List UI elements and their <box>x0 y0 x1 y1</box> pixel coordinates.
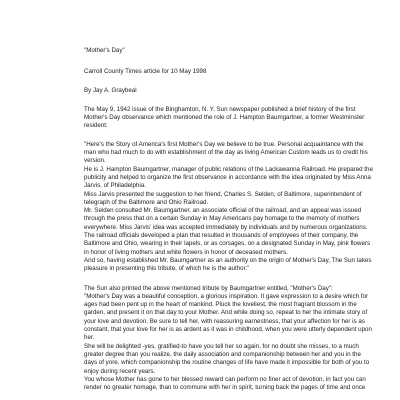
document-subtitle: Carroll County Times article for 10 May 1998 <box>84 68 207 76</box>
first-quote <box>84 141 374 274</box>
quote-paragraph: Miss Jarvis presented the suggestion to her friend, Charles S. Selden, of Baltimore, superintendent of telegraph of the Baltimore and Ohio Railroad. <box>84 190 362 206</box>
tribute-intro: The Sun also printed the above mentioned tribute by Baumgartner entitled, "Mother's Day": <box>84 284 333 292</box>
quote-paragraph: You whose Mother has gone to her blessed reward can perform no finer act of devotion, in fact you can render no greater homage, than to commune with her in spirit, turning back the pages of time and once <box>84 375 366 392</box>
quote-paragraph: She will be delighted -yes, gratified-to have you tell her so again, for no doubt she misses, to a much greater degree than you realize, the daily association and companionship between her and you in the days of yore, which companionship the routine changes of life have made it impossible for both of you to enjoy during recent years. <box>84 342 370 375</box>
document-byline: By Jay A. Graybeal <box>84 86 137 94</box>
quote-paragraph: "Mother's Day was a beautiful conception, a glorious inspiration. It gave expression to a desire which for ages had been pent up in the heart of mankind. Pluck the loveliest, the most fragrant blossom in the garden, and present it on that day to your Mother. And while doing so, repeat to her the intimate story of your love and devotion. Be sure to tell her, with reassuring earnestness, that your affection for her is as constant, that your love for her is as ardent as it was in childhood, when you were utterly dependent upon her. <box>84 292 372 342</box>
document-body <box>84 47 374 392</box>
intro-paragraph: The May 9, 1942 issue of the Binghamton, N. Y. Sun newspaper published a brief history of the first Mother's Day observance which mentioned the role of J. Hampton Baumgartner, a former Westminster resident: <box>84 105 365 130</box>
quote-paragraph: Mr. Selden consulted Mr. Baumgartner, an associate official of the railroad, and an appeal was issued through the press that on a certain Sunday in May Americans pay homage to the memory of mothers everywhere. Miss Jarvis' idea was accepted immediately by individuals and by numerous organizations. The railroad officials developed a plan that resulted in thousands of employees of their company, the Baltimore and Ohio, wearing in their lapels, or as corsages, on a designated Sunday in May, pink flowers in honor of living mothers and white flowers in honor of deceased mothers. <box>84 207 371 256</box>
quote-paragraph: And so, having established Mr. Baumgartner as an authority on the origin of Mother's Day, The Sun takes pleasure in presenting this tribute, of which he is the author." <box>84 256 372 273</box>
quote-paragraph: He is J. Hampton Baumgartner, manager of public relations of the Lackawanna Railroad. He prepared the publicity and helped to organize the first observance in accordance with the idea originated by Miss Anna Jarvis, of Philadelphia. <box>84 165 373 190</box>
tribute-quote <box>84 293 374 393</box>
document-title: "Mother's Day" <box>84 47 125 54</box>
quote-paragraph: "Here's the Story of America's first Mother's Day we believe to be true. Personal acquaintance with the man who had much to do with establishment of the day as living American Custom leads us to credit his version. <box>84 140 368 165</box>
